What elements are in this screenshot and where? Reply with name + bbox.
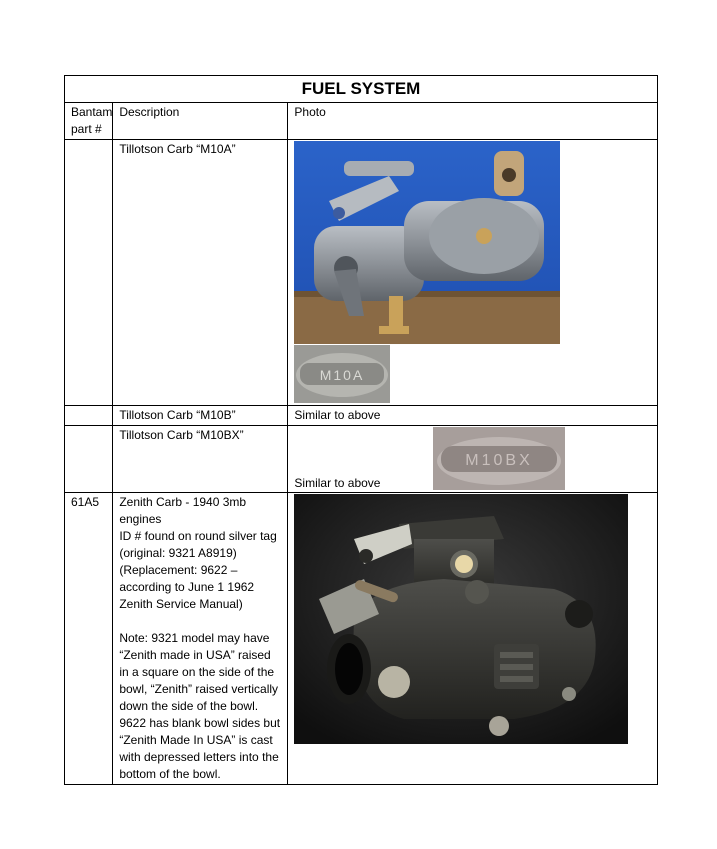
m10a-stamp-text: M10A bbox=[320, 367, 365, 383]
header-row bbox=[65, 103, 658, 140]
table-row bbox=[65, 140, 658, 406]
title-row bbox=[65, 76, 658, 103]
header-photo: Photo bbox=[288, 103, 658, 140]
similar-to-above-text: Similar to above bbox=[294, 476, 381, 490]
m10a-carb-photo bbox=[294, 141, 560, 344]
header-description: Description bbox=[113, 103, 288, 140]
zenith-carb-photo bbox=[294, 494, 628, 744]
header-part-number: Bantam part # bbox=[65, 103, 113, 140]
part-number-cell bbox=[65, 426, 113, 493]
photo-cell: Similar to above bbox=[288, 406, 658, 426]
part-number-cell: 61A5 bbox=[65, 493, 113, 785]
m10bx-stamp-text: M10BX bbox=[465, 452, 534, 469]
description-cell bbox=[113, 493, 288, 785]
description-cell: Tillotson Carb “M10A” bbox=[113, 140, 288, 406]
photo-cell bbox=[288, 426, 658, 493]
table-title: FUEL SYSTEM bbox=[65, 76, 658, 103]
description-cell: Tillotson Carb “M10BX” bbox=[113, 426, 288, 493]
table-row bbox=[65, 493, 658, 785]
note-text: Note: 9321 model may have “Zenith made in USA” raised in a square on the side of the bowl, “Zenith” raised vertically down the side of the bowl. 9622 has blank bowl sides but “Zenith Made In USA” is cast with depressed letters into the bottom of the bowl. bbox=[119, 631, 281, 781]
part-number-cell bbox=[65, 406, 113, 426]
description-text: Zenith Carb - 1940 3mb engines ID # found on round silver tag (original: 9321 A8919) (Replacement: 9622 – according to June 1 1962 Zenith Service Manual) bbox=[119, 495, 277, 611]
part-number-cell bbox=[65, 140, 113, 406]
m10a-stamp-photo bbox=[294, 345, 390, 403]
description-cell: Tillotson Carb “M10B” bbox=[113, 406, 288, 426]
photo-cell bbox=[288, 140, 658, 406]
photo-cell bbox=[288, 493, 658, 785]
m10bx-stamp-photo bbox=[433, 427, 565, 490]
table-row bbox=[65, 426, 658, 493]
table-row bbox=[65, 406, 658, 426]
fuel-system-table bbox=[64, 75, 658, 785]
